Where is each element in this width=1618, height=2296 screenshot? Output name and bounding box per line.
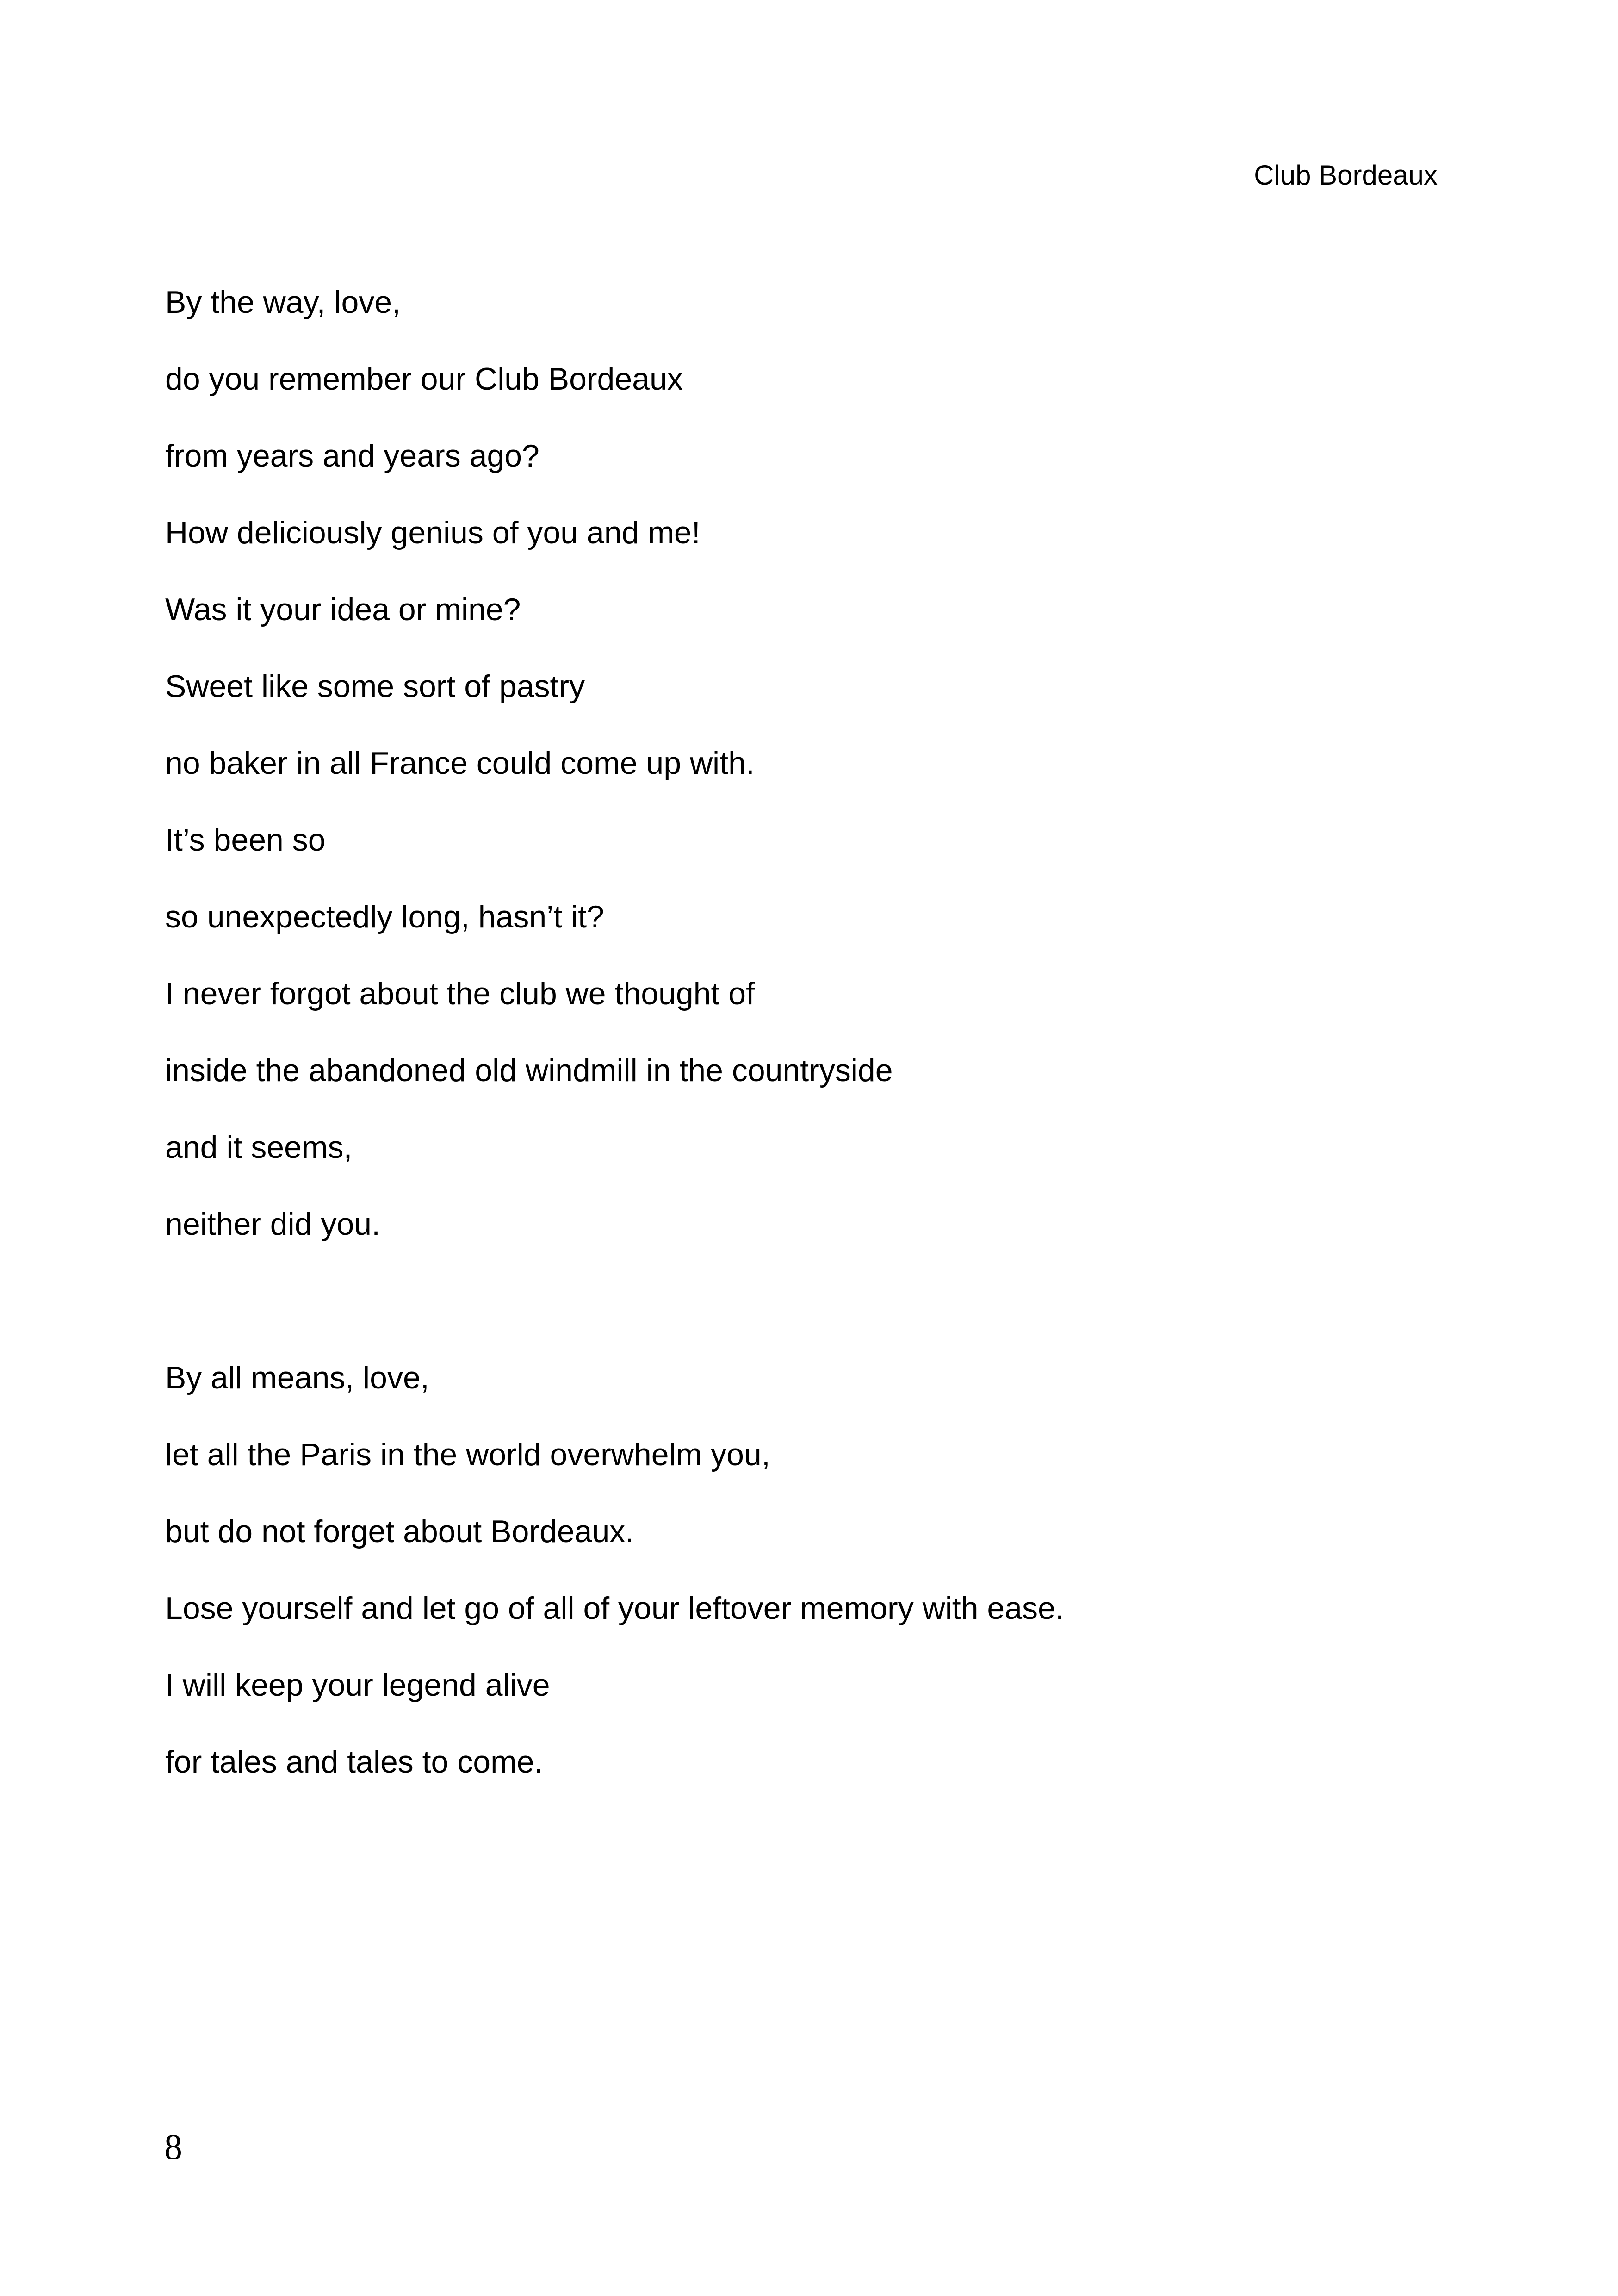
poem-line: no baker in all France could come up with. — [165, 746, 755, 781]
poem-line: from years and years ago? — [165, 438, 539, 473]
poem-line: How deliciously genius of you and me! — [165, 515, 701, 550]
stanza-1 — [165, 283, 1461, 1282]
poem-line: let all the Paris in the world overwhelm you, — [165, 1437, 770, 1472]
poem-line: for tales and tales to come. — [165, 1744, 543, 1780]
poem-line: neither did you. — [165, 1207, 380, 1242]
page-number: 8 — [164, 2127, 182, 2167]
stanza-2 — [165, 1359, 1461, 1820]
poem-line: I will keep your legend alive — [165, 1668, 550, 1703]
poem-line: inside the abandoned old windmill in the countryside — [165, 1053, 893, 1088]
poem-line: so unexpectedly long, hasn’t it? — [165, 899, 604, 934]
poem-line: By all means, love, — [165, 1360, 429, 1395]
poem-line: Lose yourself and let go of all of your leftover memory with ease. — [165, 1591, 1064, 1626]
poem-line: but do not forget about Bordeaux. — [165, 1514, 634, 1549]
poem-body — [165, 283, 1461, 1820]
poem-line: do you remember our Club Bordeaux — [165, 361, 683, 397]
poem-line: By the way, love, — [165, 285, 401, 320]
poem-line: and it seems, — [165, 1130, 353, 1165]
running-header: Club Bordeaux — [1254, 160, 1438, 191]
poem-line: It’s been so — [165, 822, 326, 858]
poem-line: Sweet like some sort of pastry — [165, 669, 585, 704]
poem-line: I never forgot about the club we thought of — [165, 976, 755, 1011]
poem-line: Was it your idea or mine? — [165, 592, 521, 627]
